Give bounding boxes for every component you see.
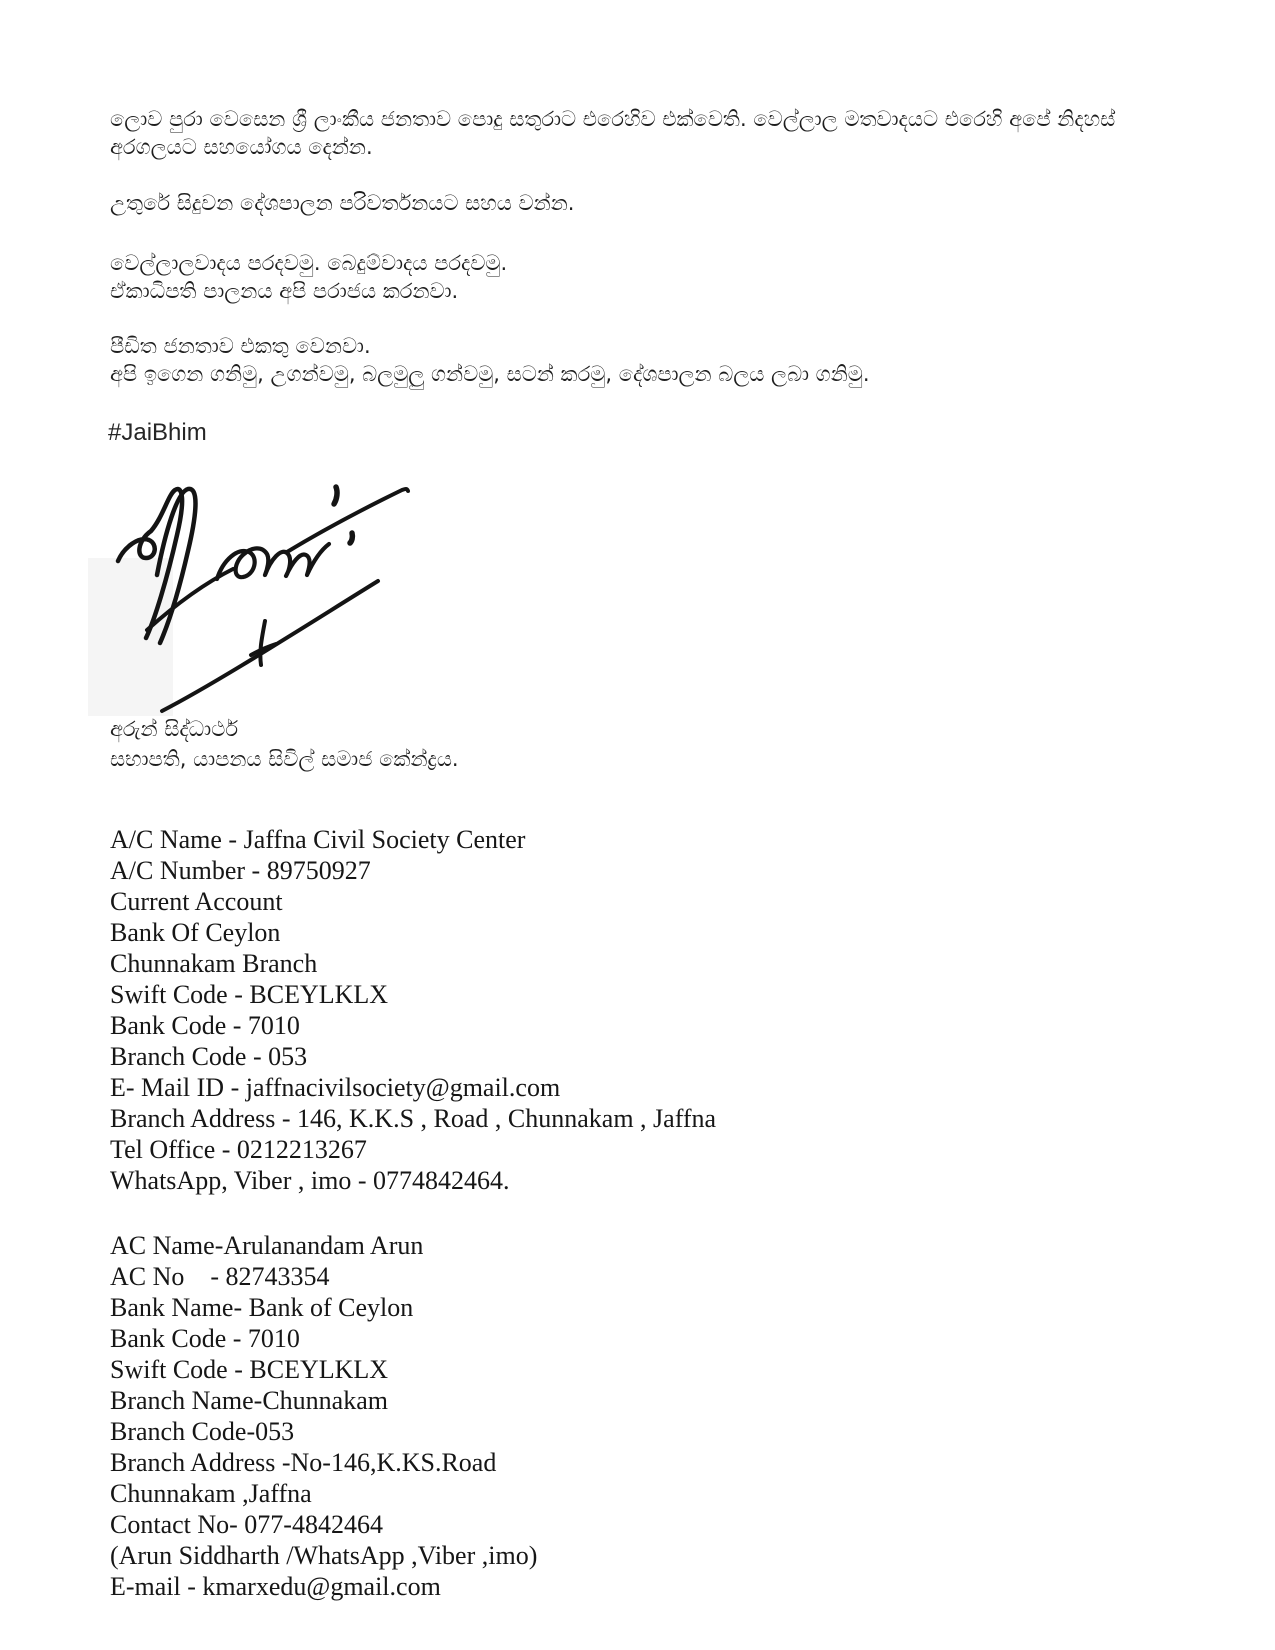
hashtag-jaibhim: #JaiBhim [108, 419, 207, 446]
personal-account-details [110, 1230, 537, 1602]
personal-account-line: Branch Name-Chunnakam [110, 1386, 388, 1415]
sinhala-para1-line2: අරගලයට සහයෝගය දෙන්න. [110, 135, 373, 159]
signatory-name: අරුන් සිද්ධාර්ථ [110, 717, 239, 741]
sinhala-para3-line1: වෙල්ලාලවාදය පරදවමු. බෙදුම්වාදය පරදවමු. [110, 251, 508, 275]
org-account-line: Current Account [110, 887, 283, 916]
personal-account-line: Bank Name- Bank of Ceylon [110, 1293, 414, 1322]
personal-account-line: (Arun Siddharth /WhatsApp ,Viber ,imo) [110, 1541, 538, 1570]
org-account-line: Bank Code - 7010 [110, 1011, 300, 1040]
sinhala-para1-line1: ලොව පුරා වෙසෙන ශ්‍රී ලාංකීය ජනතාව පොදු සතුරාට එරෙහිව එක්වෙති. වෙල්ලාල මතවාදයට එරෙහි අපේ නිදහස් [110, 107, 1116, 131]
org-account-line: Branch Address - 146, K.K.S , Road , Chunnakam , Jaffna [110, 1104, 717, 1133]
personal-account-line: Contact No- 077-4842464 [110, 1510, 383, 1539]
sinhala-para3-line2: ඒකාධිපති පාලනය අපි පරාජය කරනවා. [110, 279, 459, 303]
personal-account-line: Branch Address -No-146,K.KS.Road [110, 1448, 497, 1477]
org-account-line: A/C Name - Jaffna Civil Society Center [110, 825, 526, 854]
org-account-line: Chunnakam Branch [110, 949, 318, 978]
org-account-line: Tel Office - 0212213267 [110, 1135, 367, 1164]
signature-image [105, 475, 425, 725]
handwritten-signature-icon [105, 475, 425, 725]
personal-account-line: Branch Code-053 [110, 1417, 295, 1446]
personal-account-line: E-mail - kmarxedu@gmail.com [110, 1572, 441, 1601]
org-account-line: Swift Code - BCEYLKLX [110, 980, 389, 1009]
personal-account-line: Bank Code - 7010 [110, 1324, 300, 1353]
org-account-line: Branch Code - 053 [110, 1042, 308, 1071]
org-account-line: WhatsApp, Viber , imo - 0774842464. [110, 1166, 510, 1195]
sinhala-para4-line1: පීඩිත ජනතාව එකතු වෙනවා. [110, 334, 371, 358]
personal-account-line: Swift Code - BCEYLKLX [110, 1355, 389, 1384]
org-account-details [110, 824, 716, 1196]
org-account-line: A/C Number - 89750927 [110, 856, 371, 885]
org-account-line: Bank Of Ceylon [110, 918, 281, 947]
org-account-line: E- Mail ID - jaffnacivilsociety@gmail.com [110, 1073, 561, 1102]
personal-account-line: Chunnakam ,Jaffna [110, 1479, 312, 1508]
signatory-title: සභාපති, යාපනය සිවිල් සමාජ කේන්ද්‍රය. [110, 747, 459, 771]
personal-account-line: AC No - 82743354 [110, 1262, 330, 1291]
sinhala-para2: උතුරේ සිදුවන දේශපාලන පරිවර්තනයට සහය වන්න. [110, 191, 575, 215]
personal-account-line: AC Name-Arulanandam Arun [110, 1231, 424, 1260]
sinhala-para4-line2: අපි ඉගෙන ගනිමු, උගන්වමු, බලමුලු ගන්වමු, සටන් කරමු, දේශපාලන බලය ලබා ගනිමු. [110, 362, 870, 386]
